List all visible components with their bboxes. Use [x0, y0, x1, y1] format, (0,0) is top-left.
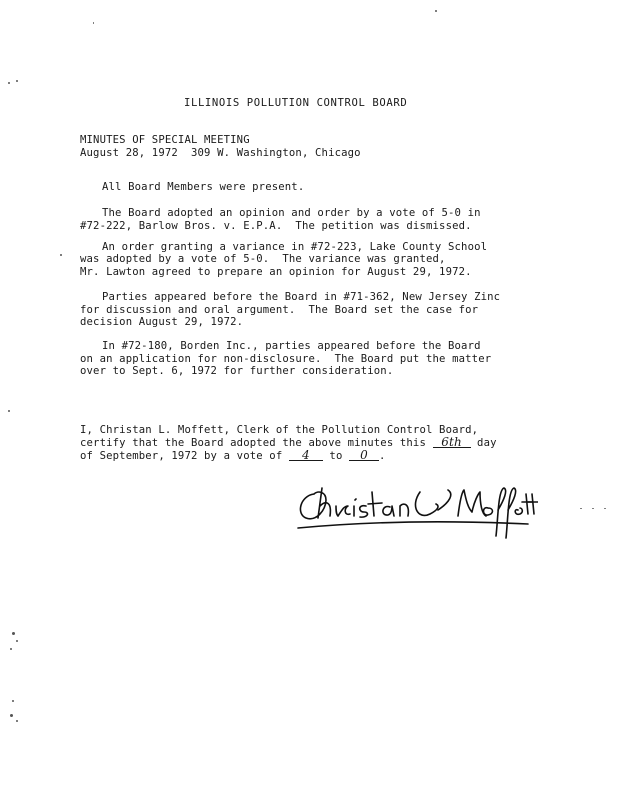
paragraph-line: In #72-180, Borden Inc., parties appeared before the Board [102, 340, 481, 352]
certification-text: to [322, 450, 350, 462]
meeting-date-location: August 28, 1972 309 W. Washington, Chicago [80, 147, 361, 159]
certification-line: I, Christan L. Moffett, Clerk of the Pollution Control Board, [80, 424, 479, 436]
scan-speck [16, 640, 18, 642]
certification-text: certify that the Board adopted the above minutes this [80, 437, 433, 449]
paragraph-line: over to Sept. 6, 1972 for further consideration. [80, 365, 394, 377]
scan-speck [60, 254, 62, 256]
paragraph-line: for discussion and oral argument. The Board set the case for [80, 304, 479, 316]
scan-speck [604, 508, 606, 509]
scan-speck [592, 508, 594, 509]
certification-text: of September, 1972 by a vote of [80, 450, 289, 462]
certification-line [80, 450, 386, 462]
scan-speck [93, 22, 94, 24]
handwritten-day: 6th [433, 437, 471, 448]
board-title: ILLINOIS POLLUTION CONTROL BOARD [184, 97, 408, 109]
scan-speck [16, 720, 18, 722]
certification-line [80, 437, 497, 449]
paragraph-line: Mr. Lawton agreed to prepare an opinion for August 29, 1972. [80, 266, 472, 278]
paragraph-line: decision August 29, 1972. [80, 316, 244, 328]
paragraph-line: An order granting a variance in #72-223, Lake County School [102, 241, 488, 253]
scan-speck [12, 700, 14, 702]
handwritten-vote-for: 4 [289, 450, 323, 461]
scan-speck [8, 410, 10, 412]
certification-text: day [470, 437, 497, 449]
scan-speck [16, 80, 18, 82]
scan-speck [10, 648, 12, 650]
paragraph-line: was adopted by a vote of 5-0. The variance was granted, [80, 253, 446, 265]
certification-text: . [379, 450, 386, 462]
clerk-signature [292, 480, 538, 542]
attendance-paragraph: All Board Members were present. [102, 181, 305, 193]
paragraph-line: #72-222, Barlow Bros. v. E.P.A. The petition was dismissed. [80, 220, 472, 232]
scan-speck [10, 714, 13, 717]
paragraph-line: on an application for non-disclosure. The Board put the matter [80, 353, 492, 365]
paragraph-line: The Board adopted an opinion and order by a vote of 5-0 in [102, 207, 481, 219]
scan-speck [580, 508, 582, 509]
scan-speck [12, 632, 15, 635]
meeting-heading: MINUTES OF SPECIAL MEETING [80, 134, 250, 146]
scan-speck [435, 10, 437, 12]
scan-speck [8, 82, 10, 84]
handwritten-vote-against: 0 [349, 450, 379, 461]
paragraph-line: Parties appeared before the Board in #71-362, New Jersey Zinc [102, 291, 501, 303]
